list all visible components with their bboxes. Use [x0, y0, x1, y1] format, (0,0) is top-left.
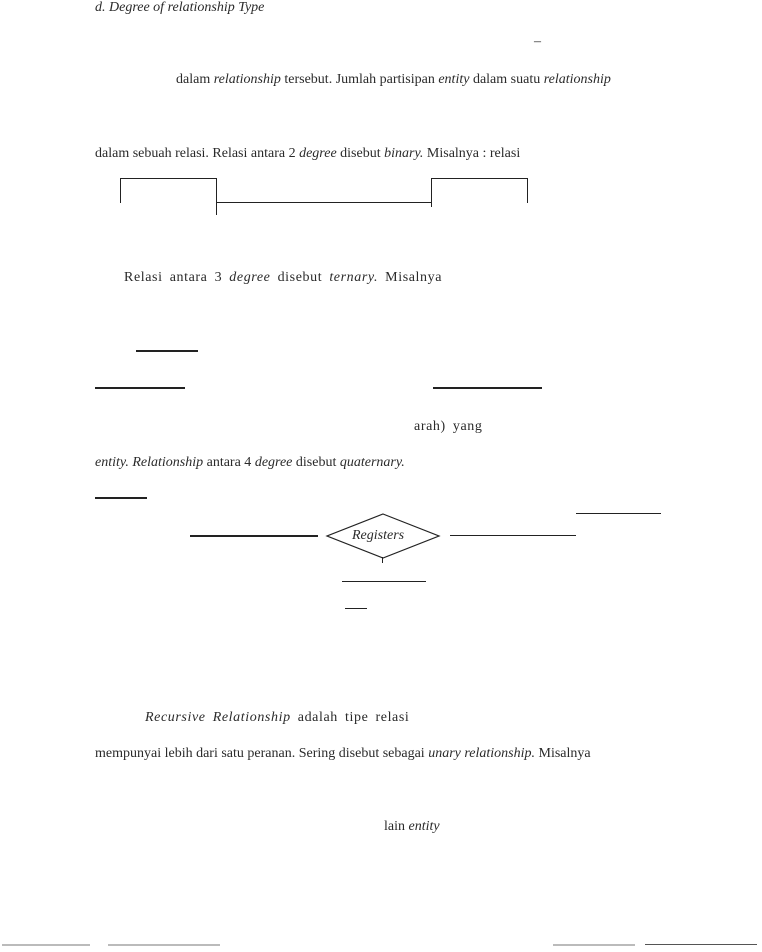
quaternary-line-small	[345, 608, 367, 609]
p1-text-a: dalam	[176, 72, 214, 87]
p1-text-c: dalam suatu	[469, 72, 544, 87]
footer-smudge-3	[553, 944, 635, 946]
paragraph-6	[145, 710, 409, 726]
p7-em-unary: unary relationship.	[428, 746, 535, 761]
quaternary-line-bottom	[342, 581, 426, 582]
p8-em-entity: entity	[408, 819, 440, 834]
p3-text-a: Relasi antara 3	[124, 270, 230, 285]
p5-text-a: antara 4	[203, 455, 255, 470]
p5-em-degree: degree	[254, 455, 293, 470]
p6-em-recursive-relationship: Recursive Relationship	[145, 710, 291, 725]
paragraph-2	[95, 146, 520, 162]
footer-smudge-2	[108, 944, 220, 946]
p1-em-entity: entity	[438, 72, 470, 87]
paragraph-1	[176, 72, 611, 88]
p6-text-a: adalah tipe relasi	[290, 710, 410, 725]
p8-text-a: lain	[384, 819, 409, 834]
paragraph-7	[95, 746, 591, 762]
ternary-line-right	[433, 387, 542, 389]
paragraph-8	[384, 819, 440, 835]
footer-line	[645, 944, 757, 945]
quaternary-connector-left	[190, 535, 318, 537]
quaternary-line-right-top	[576, 513, 661, 514]
p2-em-degree: degree	[299, 146, 337, 161]
p2-text-b: disebut	[336, 146, 385, 161]
paragraph-5	[95, 455, 405, 471]
p3-em-ternary: ternary.	[329, 270, 379, 285]
section-heading: d. Degree of relationship Type	[95, 0, 265, 15]
quaternary-connector-right	[450, 535, 576, 536]
p5-text-b: disebut	[292, 455, 340, 470]
ternary-line-top	[136, 350, 198, 352]
binary-box-left-side	[120, 178, 121, 203]
ternary-line-left	[95, 387, 185, 389]
binary-box-left-top	[120, 178, 217, 179]
p1-em-relationship-2: relationship	[543, 72, 611, 87]
binary-box-right-left	[431, 178, 432, 207]
p3-em-degree: degree	[229, 270, 271, 285]
p2-em-binary: binary.	[384, 146, 424, 161]
p3-text-b: disebut	[270, 270, 330, 285]
p7-text-a: mempunyai lebih dari satu peranan. Sering disebut sebagai	[95, 746, 429, 761]
binary-box-left-right	[216, 178, 217, 215]
p2-text-c: Misalnya : relasi	[423, 146, 521, 161]
binary-connector	[216, 202, 432, 203]
p2-text-a: dalam sebuah relasi. Relasi antara 2	[95, 146, 300, 161]
dash-mark: –	[534, 34, 541, 49]
p7-text-b: Misalnya	[535, 746, 591, 761]
binary-box-right-top	[431, 178, 528, 179]
p5-em-entity-relationship: entity. Relationship	[95, 455, 204, 470]
p3-text-c: Misalnya	[378, 270, 443, 285]
paragraph-4: arah) yang	[414, 419, 483, 434]
diamond-stub	[382, 557, 383, 563]
p5-em-quaternary: quaternary.	[339, 455, 405, 470]
quaternary-line-left-top	[95, 497, 147, 499]
diamond-label: Registers	[352, 528, 405, 543]
footer-smudge-1	[2, 944, 90, 946]
paragraph-3	[124, 270, 442, 286]
p1-text-b: tersebut. Jumlah partisipan	[280, 72, 439, 87]
binary-box-right-side	[527, 178, 528, 203]
p1-em-relationship: relationship	[213, 72, 281, 87]
